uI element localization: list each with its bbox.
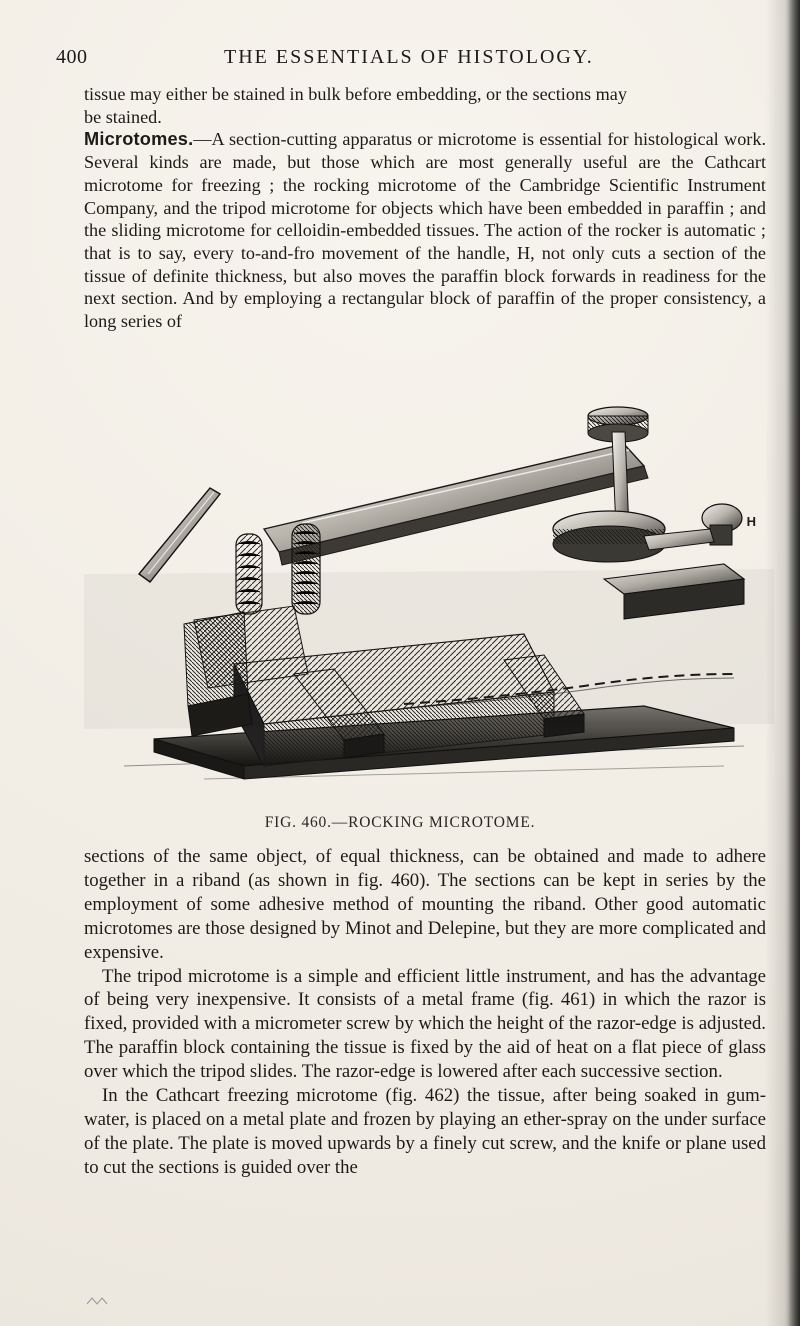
binding-edge bbox=[788, 0, 800, 1326]
rocking-microtome-figure bbox=[84, 374, 774, 814]
paragraph-2: The tripod microtome is a simple and efficient little instrument, and has the advantage of being very inexpensive. It consists of a metal frame (fig. 461) in which the razor is fixed, provided with a micrometer screw by which the height of the razor-edge is adjusted. The paraffin block containing the tissue is fixed by the aid of heat on a flat piece of glass over which the tripod slides. The razor-edge is lowered after each successive section. bbox=[84, 965, 766, 1083]
paragraph-3: In the Cathcart freezing microtome (fig. 462) the tissue, after being soaked in gum-water, is placed on a metal plate and frozen by playing an ether-spray on the under surface of the plate. The plate is moved upwards by a finely cut screw, and the knife or plane used to cut the sections is guided over the bbox=[84, 1085, 766, 1178]
intro-line-1: tissue may either be stained in bulk before embedding, or the sections may bbox=[84, 84, 627, 104]
microtomes-heading: Microtomes. bbox=[84, 129, 194, 150]
ink-mark bbox=[86, 1296, 110, 1306]
microtomes-body: —A section-cutting apparatus or microtome is essential for histological work. Several kinds are made, but those which are most generally useful are the Cathcart microtome for freezing ; the rocking microtome of the Cambridge Scientific Instrument Company, and the tripod microtome for objects which have been embedded in paraffin ; and the sliding microtome for celloidin-embedded tissues. The action of the rocker is automatic ; that is to say, every to-and-fro movement of the handle, H, not only cuts a section of the tissue of definite thickness, but also moves the paraffin block forwards in readiness for the next section. And by employing a rectangular block of paraffin of the proper consistency, a long series of bbox=[84, 129, 766, 332]
page-number: 400 bbox=[56, 46, 88, 68]
handle-label: H bbox=[746, 514, 756, 529]
rocking-microtome-illustration bbox=[84, 374, 774, 814]
intro-line-2: be stained. bbox=[84, 106, 162, 127]
paragraph-1: sections of the same object, of equal thickness, can be obtained and made to adhere together in a riband (as shown in fig. 460). The sections can be kept in series by the employment of some adhesive method of mounting the riband. Other good automatic microtomes are those designed by Minot and Delepine, but they are more complicated and expensive. bbox=[84, 846, 766, 963]
page-header bbox=[56, 46, 746, 74]
intro-text bbox=[84, 83, 766, 333]
body-text bbox=[84, 845, 766, 1180]
running-head: THE ESSENTIALS OF HISTOLOGY. bbox=[224, 46, 594, 68]
microtomes-paragraph bbox=[84, 128, 766, 332]
figure-caption: FIG. 460.—ROCKING MICROTOME. bbox=[264, 814, 536, 831]
